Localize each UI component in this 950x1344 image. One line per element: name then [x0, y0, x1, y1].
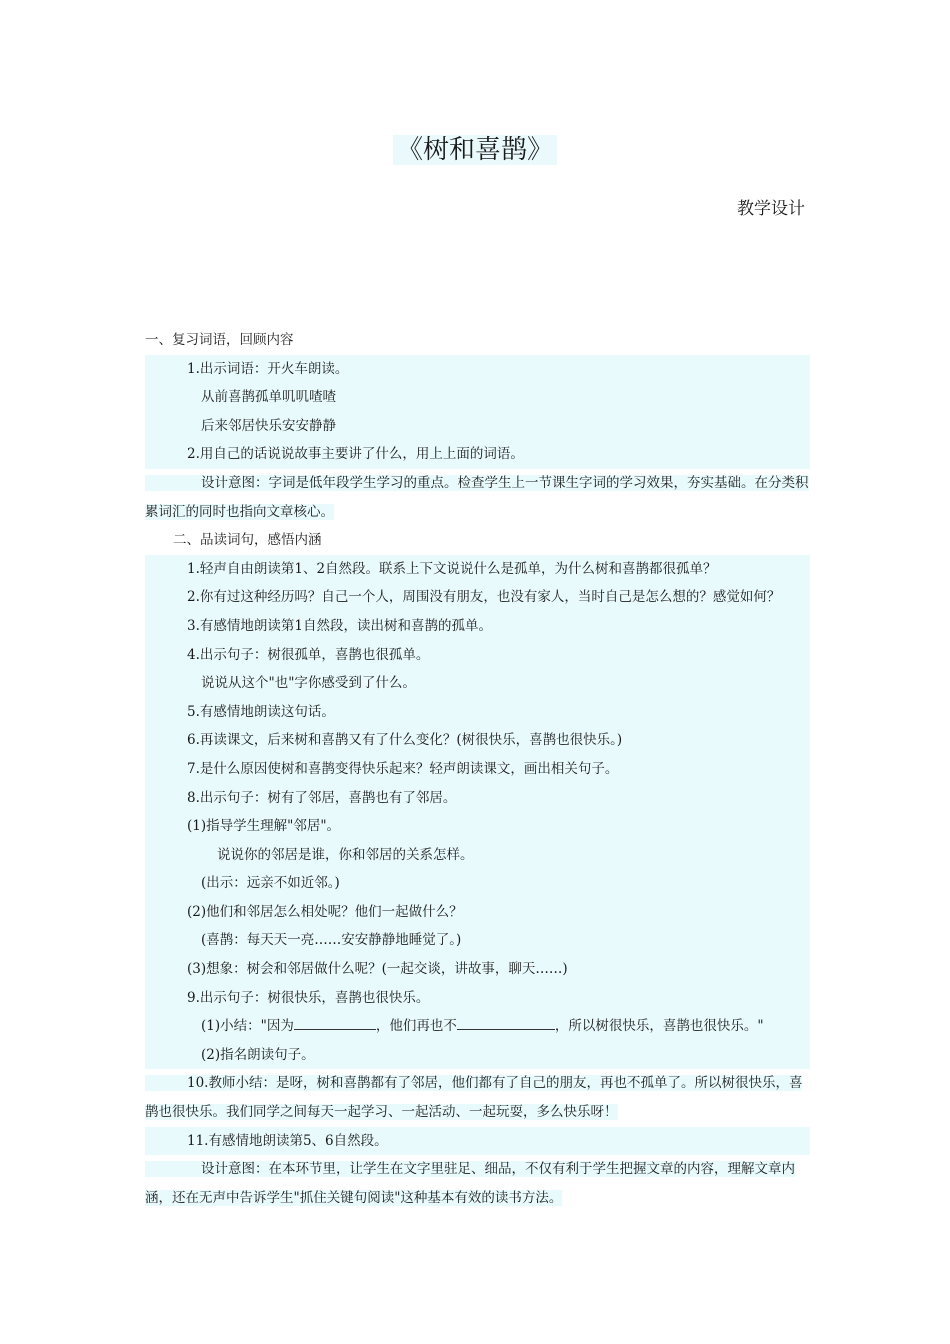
section-heading-1: 一、复习词语，回顾内容 — [145, 332, 294, 348]
paragraph: 5.有感情地朗读这句话。 — [145, 698, 810, 727]
paragraph: 1.出示词语：开火车朗读。 — [145, 355, 810, 384]
document-title: 《树和喜鹊》 — [0, 133, 950, 167]
fill-in-sentence: (1)小结："因为 ，他们再也不 ，所以树很快乐，喜鹊也很快乐。" — [145, 1012, 810, 1041]
paragraph: (2)指名朗读句子。 — [145, 1041, 810, 1070]
paragraph: 9.出示句子：树很快乐，喜鹊也很快乐。 — [145, 984, 810, 1013]
paragraph: 1.轻声自由朗读第1、2自然段。联系上下文说说什么是孤单，为什么树和喜鹊都很孤单？ — [145, 555, 810, 584]
paragraph: 后来邻居快乐安安静静 — [145, 412, 810, 441]
paragraph: 7.是什么原因使树和喜鹊变得快乐起来？轻声朗读课文，画出相关句子。 — [145, 755, 810, 784]
blank-line — [457, 1015, 555, 1030]
summary-paragraph: 10.教师小结：是呀，树和喜鹊都有了邻居，他们都有了自己的朋友，再也不孤单了。所以树很快乐，喜鹊也很快乐。我们同学之间每天一起学习、一起活动、一起玩耍，多么快乐呀！ — [145, 1075, 803, 1121]
paragraph: 2.你有过这种经历吗？自己一个人，周围没有朋友，也没有家人，当时自己是怎么想的？感觉如何？ — [145, 583, 810, 612]
paragraph: (3)想象：树会和邻居做什么呢？(一起交谈，讲故事，聊天……) — [145, 955, 810, 984]
paragraph: 从前喜鹊孤单叽叽喳喳 — [145, 383, 810, 412]
paragraph: (1)指导学生理解"邻居"。 — [145, 812, 810, 841]
paragraph: 3.有感情地朗读第1自然段，读出树和喜鹊的孤单。 — [145, 612, 810, 641]
paragraph: (出示：远亲不如近邻。) — [145, 869, 810, 898]
design-intent-paragraph: 设计意图：字词是低年段学生学习的重点。检查学生上一节课生字词的学习效果，夯实基础。在分类积累词汇的同时也指向文章核心。 — [145, 474, 809, 520]
paragraph: 说说你的邻居是谁，你和邻居的关系怎样。 — [145, 841, 810, 870]
document-body — [145, 326, 810, 1212]
paragraph: 4.出示句子：树很孤单，喜鹊也很孤单。 — [145, 641, 810, 670]
section-heading-2: 二、品读词句，感悟内涵 — [173, 532, 322, 549]
paragraph: 6.再读课文，后来树和喜鹊又有了什么变化？(树很快乐，喜鹊也很快乐。) — [145, 726, 810, 755]
paragraph: (喜鹊：每天天一亮……安安静静地睡觉了。) — [145, 926, 810, 955]
paragraph: 8.出示句子：树有了邻居，喜鹊也有了邻居。 — [145, 784, 810, 813]
design-intent-paragraph: 设计意图：在本环节里，让学生在文字里驻足、细品，不仅有利于学生把握文章的内容，理解文章内涵，还在无声中告诉学生"抓住关键句阅读"这种基本有效的读书方法。 — [145, 1161, 795, 1206]
paragraph: (2)他们和邻居怎么相处呢？他们一起做什么？ — [145, 898, 810, 927]
document-subtitle: 教学设计 — [737, 199, 805, 219]
paragraph: 11.有感情地朗读第5、6自然段。 — [145, 1127, 810, 1156]
paragraph: 2.用自己的话说说故事主要讲了什么，用上上面的词语。 — [145, 440, 810, 469]
blank-line — [294, 1015, 376, 1030]
paragraph: 说说从这个"也"字你感受到了什么。 — [145, 669, 810, 698]
